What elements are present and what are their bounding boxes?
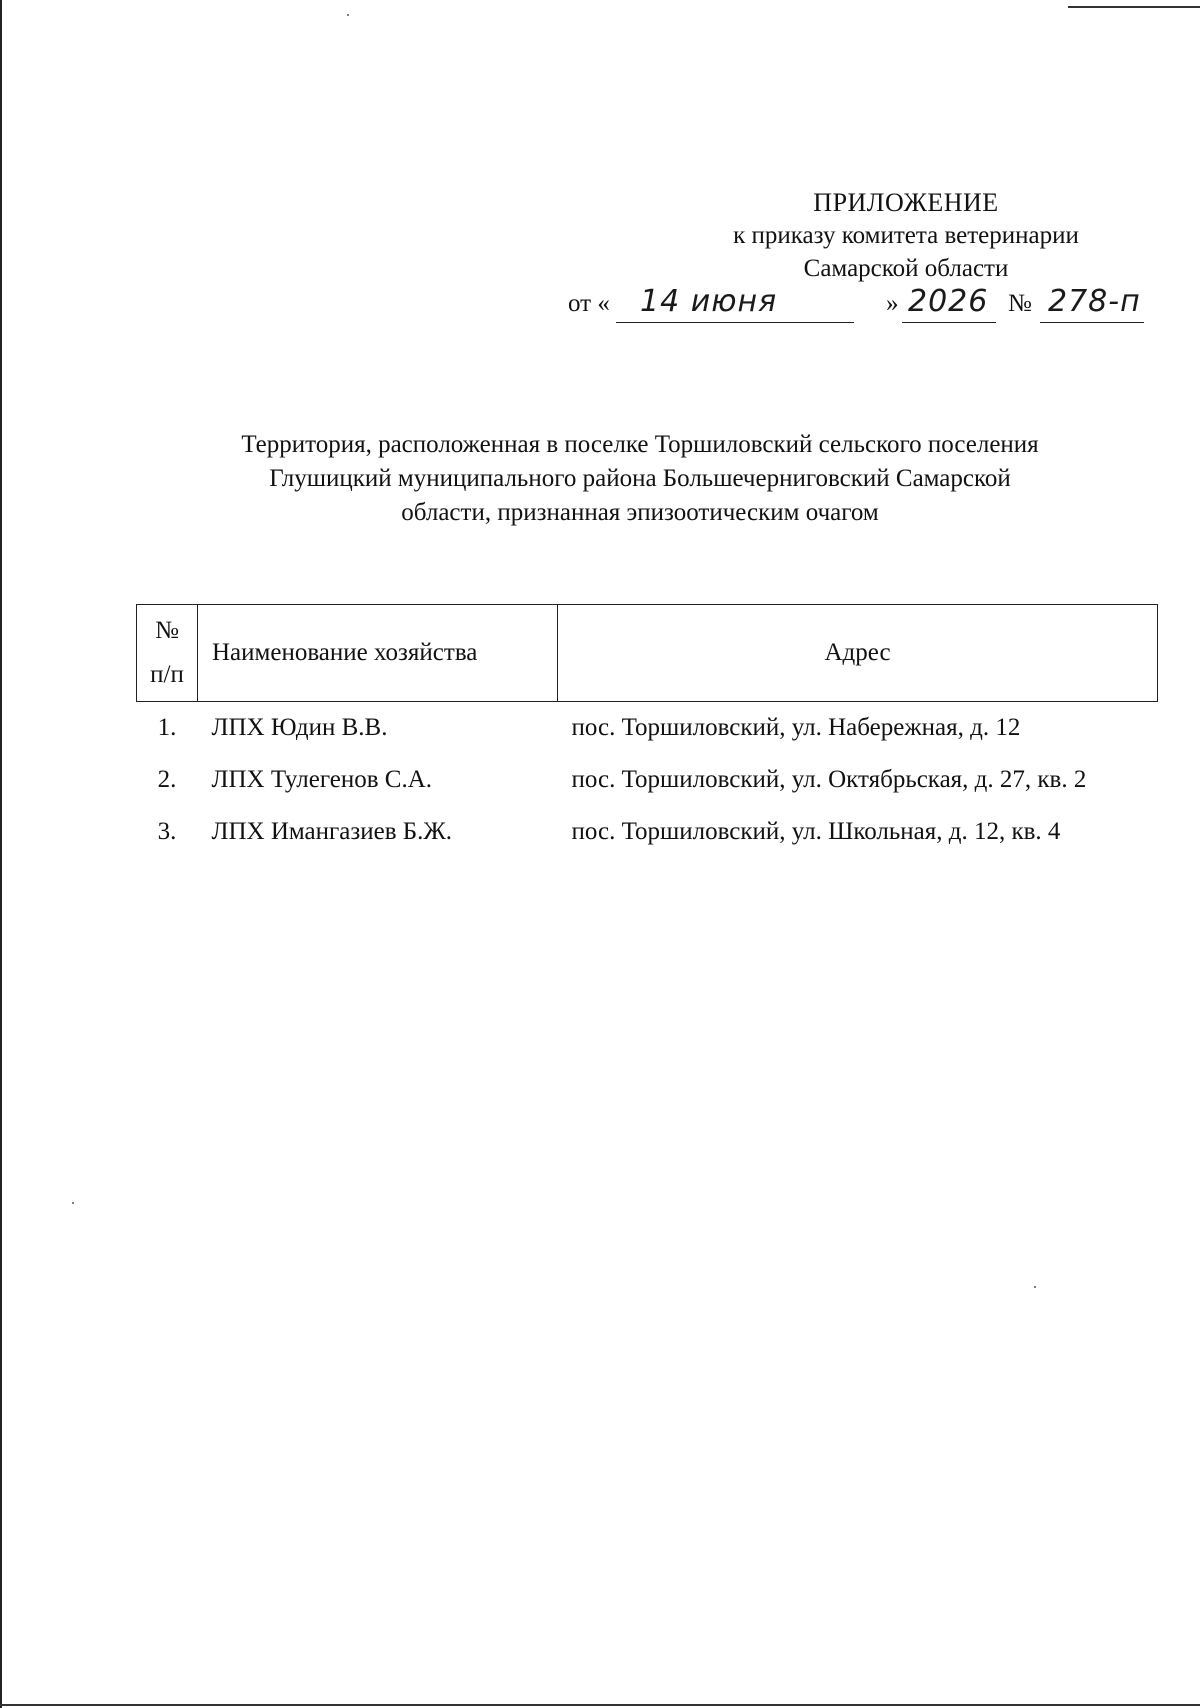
row-farm-name: ЛПХ Юдин В.В.: [211, 714, 388, 741]
number-label: №: [1008, 290, 1032, 317]
year-underline: [902, 322, 996, 323]
farms-table: [136, 604, 1158, 858]
scan-edge-left: [0, 0, 2, 1708]
scan-speck: [72, 1202, 74, 1204]
row-number: 3.: [157, 818, 177, 845]
header-address: Адрес: [558, 605, 1158, 702]
close-quote: »: [886, 290, 899, 317]
scan-speck: [1034, 1286, 1036, 1288]
handwritten-year: 2026: [908, 284, 989, 319]
row-farm-name: ЛПХ Имангазиев Б.Ж.: [211, 818, 453, 845]
appendix-order-line: к приказу комитета ветеринарии: [733, 222, 1079, 249]
header-number-sign: №: [155, 617, 179, 644]
from-label: от «: [568, 290, 610, 317]
header-number: [137, 605, 198, 702]
document-heading: [160, 428, 1120, 530]
row-farm-name: ЛПХ Тулегенов С.А.: [211, 766, 432, 793]
appendix-title: ПРИЛОЖЕНИЕ: [813, 188, 999, 217]
table-header-row: [137, 605, 1158, 702]
scan-edge-top: [1068, 6, 1200, 8]
header-number-pp: п/п: [150, 661, 184, 688]
order-date-number-line: [568, 284, 1148, 330]
appendix-block: [676, 186, 1136, 285]
header-farm-name: Наименование хозяйства: [198, 605, 558, 702]
row-address: пос. Торшиловский, ул. Октябрьская, д. 27, кв. 2: [571, 766, 1087, 793]
heading-line: Глушицкий муниципального района Большечерниговский Самарской: [269, 465, 1011, 492]
date-underline: [616, 322, 854, 323]
row-address: пос. Торшиловский, ул. Набережная, д. 12: [571, 714, 1021, 741]
table-row: [137, 702, 1158, 755]
appendix-region-line: Самарской области: [803, 255, 1009, 282]
scan-speck: [347, 14, 349, 16]
scan-edge-bottom: [0, 1704, 1200, 1706]
heading-line: области, признанная эпизоотическим очагом: [401, 499, 879, 526]
row-number: 2.: [157, 766, 177, 793]
row-address: пос. Торшиловский, ул. Школьная, д. 12, кв. 4: [571, 818, 1061, 845]
table-row: [137, 754, 1158, 806]
row-number: 1.: [157, 714, 177, 741]
table-row: [137, 806, 1158, 858]
handwritten-number: 278-п: [1048, 284, 1141, 319]
heading-line: Территория, расположенная в поселке Торшиловский сельского поселения: [241, 431, 1039, 458]
handwritten-date: 14 июня: [640, 284, 778, 319]
number-underline: [1040, 322, 1144, 323]
